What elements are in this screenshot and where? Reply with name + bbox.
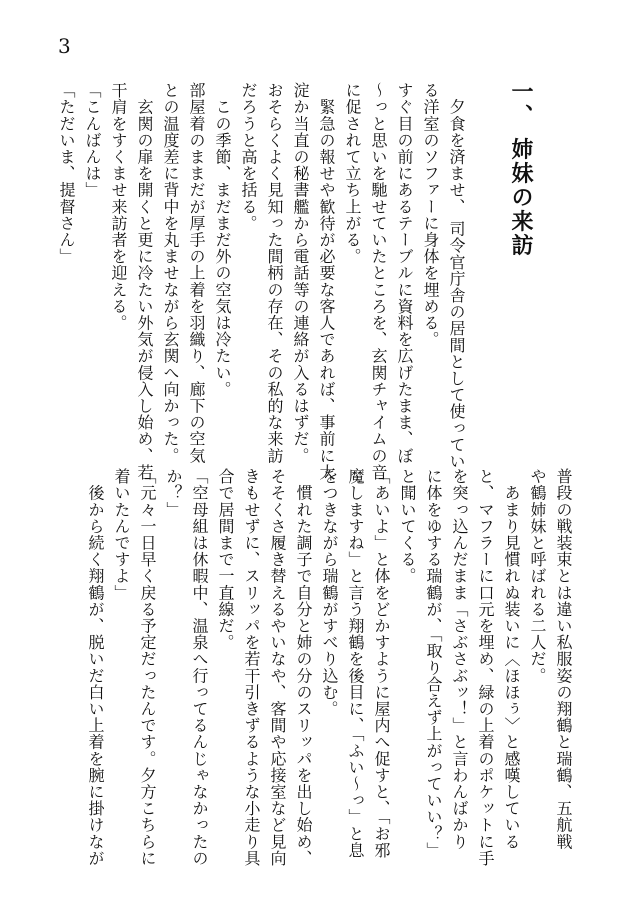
text-column: か？」 — [164, 468, 183, 518]
text-column: 緊急の報せや歓待が必要な客人であれば、事前に大 — [317, 82, 336, 481]
text-column: 慣れた調子で自分と姉の分のスリッパを出し始め、 — [294, 468, 313, 867]
chapter-title: 一、 姉妹の来訪 — [508, 80, 533, 258]
text-column: や鶴姉妹と呼ばれる二人だ。 — [528, 468, 547, 684]
text-column: る洋室のソファーに身体を埋める。 — [421, 82, 440, 348]
text-column: との温度差に背中を丸ませながら玄関へ向かった。 — [161, 82, 180, 464]
text-column: あまり見慣れぬ装いに〈ほほぅ〉と感嘆している — [502, 468, 521, 850]
text-column: ～っと思いを馳せていたところを、玄関チャイムの音 — [369, 82, 388, 481]
text-column: そそくさ履き替えるやいなや、客間や応接室など見向 — [268, 468, 287, 867]
text-column: この季節、まだまだ外の空気は冷たい。 — [213, 82, 232, 398]
text-column: おそらくよく見知った間柄の存在、その私的な来訪 — [265, 82, 284, 464]
text-column: 夕食を済ませ、 司令官庁舎の居間として使ってい — [447, 82, 466, 470]
text-column: に体をゆする瑞鶴が、「取り合えず上がっていい？」 — [424, 468, 443, 859]
text-column: 玄関の扉を開くと更に冷たい外気が侵入し始め、若 — [135, 82, 154, 481]
text-column: 後から続く翔鶴が、脱いだ白い上着を腕に掛けなが — [86, 468, 105, 867]
text-column: きもせずに、スリッパを若干引きずるような小走り具 — [242, 468, 261, 867]
text-column: 魔しますね」と言う翔鶴を後目に、「ふい～っ」と息 — [346, 468, 365, 859]
text-column: と聞いてくる。 — [398, 468, 417, 585]
text-column: 着いたんですよ」 — [112, 468, 131, 601]
text-column: 合で居間まで一直線だ。 — [216, 468, 235, 651]
text-column: 「こんばんは」 — [83, 82, 102, 199]
page-number: 3 — [58, 34, 71, 58]
text-column: 「あいよ」と体をどかすように屋内へ促すと、「お邪 — [372, 468, 391, 859]
text-column: 「元々一日早く戻る予定だったんです。夕方こちらに — [138, 468, 157, 867]
text-column: を突っ込んだまま「さぶさぶッ！」と言わんばかり — [450, 468, 469, 850]
text-column: 干肩をすくませ来訪者を迎える。 — [109, 82, 128, 331]
text-column: 部屋着のままだが厚手の上着を羽織り、廊下の空気 — [187, 82, 206, 464]
text-column: 「空母組は休暇中、温泉へ行ってるんじゃなかったの — [190, 468, 209, 867]
text-column: 淀か当直の秘書艦から電話等の連絡が入るはずだ。 — [291, 82, 310, 464]
text-column: と、マフラーに口元を埋め、緑の上着のポケットに手 — [476, 468, 495, 867]
text-column: だろうと高を括る。 — [239, 82, 258, 232]
text-column: すぐ目の前にあるテーブルに資料を広げたまま、ぼ — [395, 82, 414, 464]
text-column: 「ただいま、提督さん」 — [57, 82, 76, 265]
text-column: をつきながら瑞鶴がすべり込む。 — [320, 468, 339, 717]
text-column: に促されて立ち上がる。 — [343, 82, 362, 265]
text-column: 普段の戦装束とは違い私服姿の翔鶴と瑞鶴、五航戦 — [554, 468, 573, 850]
